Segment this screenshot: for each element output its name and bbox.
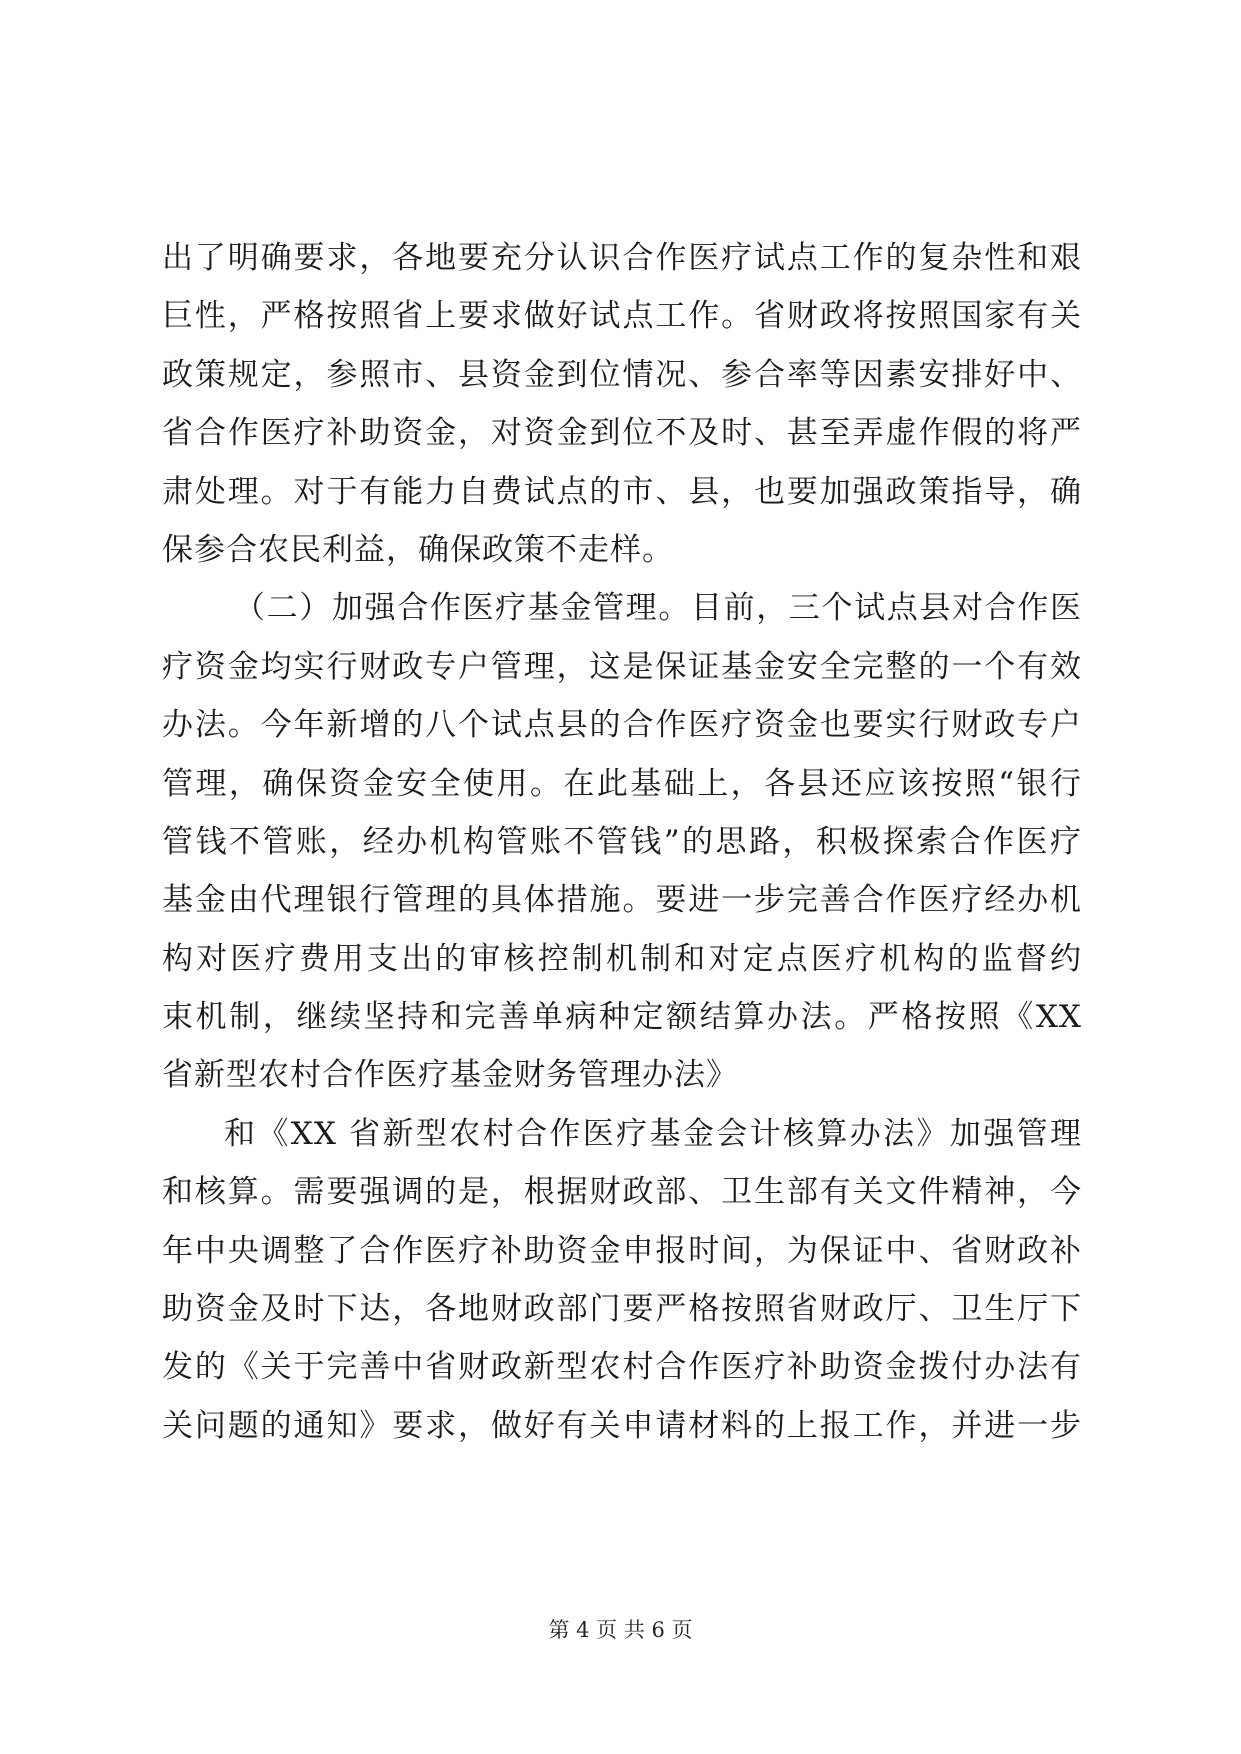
- body-line-18: 年中央调整了合作医疗补助资金申报时间，为保证中、省财政补: [162, 1232, 1082, 1269]
- body-line-13: 构对医疗费用支出的审核控制机制和对定点医疗机构的监督约: [162, 940, 1082, 977]
- body-line-8: 疗资金均实行财政专户管理，这是保证基金安全完整的一个有效: [162, 648, 1082, 685]
- body-line-5: 肃处理。对于有能力自费试点的市、县，也要加强政策指导，确: [162, 473, 1082, 510]
- body-line-21: 关问题的通知》要求，做好有关申请材料的上报工作，并进一步: [162, 1407, 1082, 1444]
- document-body: [162, 229, 1082, 1455]
- body-line-9: 办法。今年新增的八个试点县的合作医疗资金也要实行财政专户: [162, 707, 1082, 744]
- body-line-6: 保参合农民利益，确保政策不走样。: [162, 531, 674, 568]
- body-line-11: 管钱不管账，经办机构管账不管钱”的思路，积极探索合作医疗: [162, 823, 1082, 860]
- body-line-3: 政策规定，参照市、县资金到位情况、参合率等因素安排好中、: [162, 356, 1082, 393]
- body-line-10: 管理，确保资金安全使用。在此基础上，各县还应该按照“银行: [162, 765, 1082, 802]
- body-line-12: 基金由代理银行管理的具体措施。要进一步完善合作医疗经办机: [162, 882, 1082, 919]
- body-line-1: 出了明确要求，各地要充分认识合作医疗试点工作的复杂性和艰: [162, 240, 1082, 276]
- body-line-19: 助资金及时下达，各地财政部门要严格按照省财政厅、卫生厅下: [162, 1291, 1082, 1328]
- body-line-14: 束机制，继续坚持和完善单病种定额结算办法。严格按照《XX: [162, 999, 1082, 1036]
- body-line-17: 和核算。需要强调的是，根据财政部、卫生部有关文件精神，今: [162, 1174, 1082, 1211]
- body-line-16: 和《XX 省新型农村合作医疗基金会计核算办法》加强管理: [224, 1115, 1082, 1152]
- body-line-20: 发的《关于完善中省财政新型农村合作医疗补助资金拨付办法有: [162, 1349, 1082, 1386]
- body-line-7: （二）加强合作医疗基金管理。目前，三个试点县对合作医: [234, 590, 1082, 627]
- body-line-15: 省新型农村合作医疗基金财务管理办法》: [162, 1057, 738, 1094]
- body-line-2: 巨性，严格按照省上要求做好试点工作。省财政将按照国家有关: [162, 298, 1082, 335]
- page-number-footer: 第 4 页 共 6 页: [548, 1618, 693, 1642]
- body-line-4: 省合作医疗补助资金，对资金到位不及时、甚至弄虚作假的将严: [162, 415, 1082, 452]
